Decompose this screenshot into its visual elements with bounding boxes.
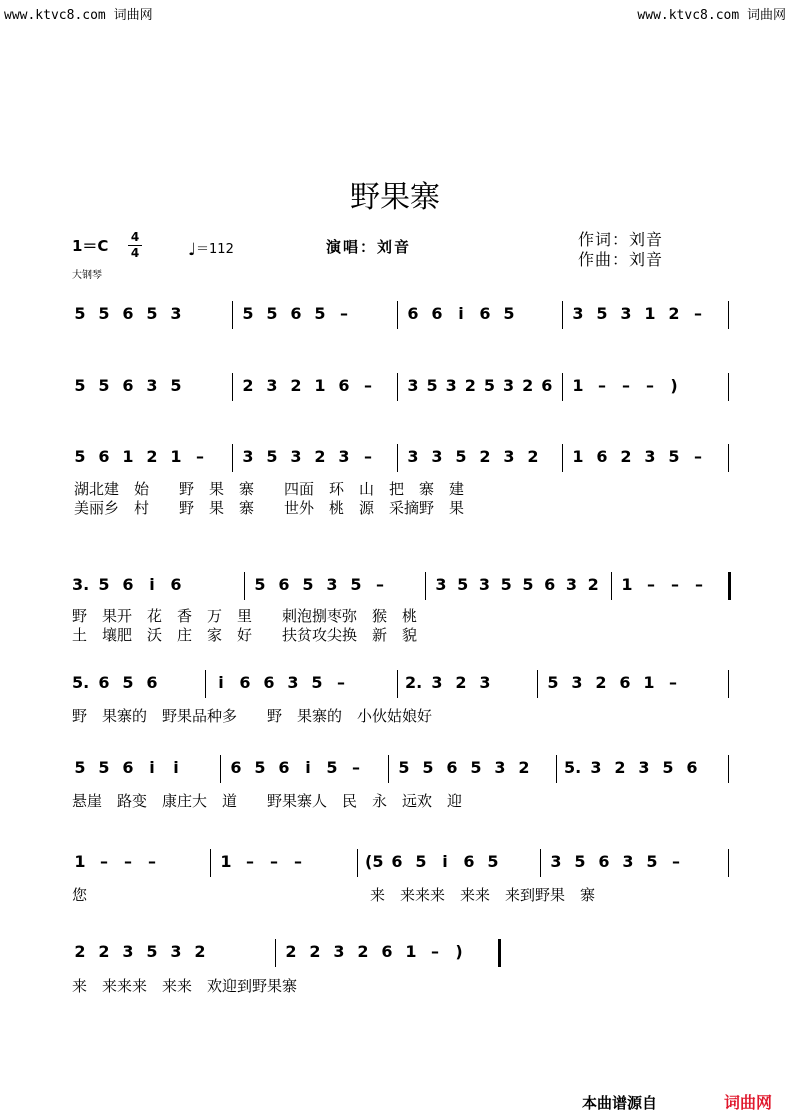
song-title: 野果寨 — [350, 180, 440, 215]
note: 2 — [309, 942, 321, 961]
note: ) — [670, 376, 678, 395]
notation-row — [0, 303, 790, 331]
note: 6 — [446, 758, 458, 777]
note: 3 — [287, 673, 299, 692]
note: 5 — [646, 852, 658, 871]
note: 5 — [398, 758, 410, 777]
note: 6 — [122, 758, 134, 777]
note: 5 — [470, 758, 482, 777]
note: 5 — [314, 304, 326, 323]
bar-line — [728, 849, 729, 877]
note: 2 — [314, 447, 326, 466]
note: – — [694, 304, 702, 323]
note: 3 — [445, 376, 457, 395]
bar-line — [728, 444, 729, 472]
note: 3 — [326, 575, 338, 594]
bar-line — [388, 755, 389, 783]
lyrics-chorus-line3a: 您 — [72, 886, 88, 904]
note: 2 — [620, 447, 632, 466]
note: 2 — [74, 942, 86, 961]
watermark-right: www.ktvc8.com 词曲网 — [637, 8, 786, 23]
note: 3 — [242, 447, 254, 466]
note: – — [364, 447, 372, 466]
footer-brand[interactable]: 词曲网 — [724, 1093, 773, 1112]
note: 5 — [254, 575, 266, 594]
note: 5 — [662, 758, 674, 777]
note: 3 — [622, 852, 634, 871]
lyrics-verse1-line1: 湖北建 始 野 果 寨 四面 环 山 把 寨 建 — [74, 480, 465, 498]
bar-line — [205, 670, 206, 698]
note: 3 — [122, 942, 134, 961]
bar-line — [244, 572, 245, 600]
notation-row — [0, 941, 790, 969]
note: 6 — [544, 575, 556, 594]
note: 6 — [278, 758, 290, 777]
bar-line — [357, 849, 358, 877]
note: 2 — [98, 942, 110, 961]
notation-row — [0, 574, 790, 602]
note: 5 — [487, 852, 499, 871]
note: 5 — [74, 376, 86, 395]
note: 5 — [122, 673, 134, 692]
notation-row — [0, 446, 790, 474]
note: 1 — [170, 447, 182, 466]
note: (5 — [365, 852, 384, 871]
note: 5 — [455, 447, 467, 466]
note: 3 — [572, 304, 584, 323]
bar-line — [562, 373, 563, 401]
note: 5. — [564, 758, 582, 777]
note: 2 — [146, 447, 158, 466]
note: 6 — [263, 673, 275, 692]
note: 2 — [194, 942, 206, 961]
note: 1 — [643, 673, 655, 692]
note: 5 — [98, 758, 110, 777]
note: 5. — [72, 673, 90, 692]
time-signature — [128, 231, 142, 260]
note: 5 — [254, 758, 266, 777]
note: 6 — [431, 304, 443, 323]
instrument-label: 大钢琴 — [72, 270, 102, 281]
bar-line — [728, 572, 731, 600]
note: – — [196, 447, 204, 466]
note: 1 — [644, 304, 656, 323]
note: 3 — [478, 575, 491, 594]
note: – — [294, 852, 302, 871]
note: 5 — [350, 575, 362, 594]
note: 5 — [415, 852, 427, 871]
lyrics-verse1-line2: 野 果开 花 香 万 里 刺泡捌枣弥 猴 桃 — [72, 607, 418, 625]
note: – — [364, 376, 372, 395]
note: 6 — [381, 942, 393, 961]
key-signature: 1＝C — [72, 237, 109, 255]
note: 5 — [483, 376, 496, 395]
note: 3 — [431, 673, 443, 692]
bar-line — [728, 670, 729, 698]
bar-line — [537, 670, 538, 698]
note: 1 — [74, 852, 86, 871]
note: – — [352, 758, 360, 777]
note: 5 — [522, 575, 534, 594]
note: 5 — [266, 447, 278, 466]
meter-bottom: 4 — [130, 246, 140, 260]
note: 6 — [290, 304, 302, 323]
bar-line — [611, 572, 612, 600]
note: – — [431, 942, 439, 961]
note: 5 — [146, 942, 158, 961]
note: 6 — [407, 304, 419, 323]
note: 2 — [522, 376, 534, 395]
note: 6 — [170, 575, 182, 594]
note: – — [337, 673, 345, 692]
tempo-value: ＝112 — [196, 242, 234, 257]
note: 2 — [464, 376, 476, 395]
note: 5 — [266, 304, 278, 323]
note: – — [672, 852, 680, 871]
bar-line — [397, 670, 398, 698]
note: i — [218, 673, 224, 692]
bar-line — [210, 849, 211, 877]
bar-line — [232, 301, 233, 329]
bar-line — [397, 444, 398, 472]
note: 5 — [596, 304, 608, 323]
note: 2 — [455, 673, 467, 692]
note: 2 — [595, 673, 607, 692]
note: 6 — [98, 447, 110, 466]
note: 3 — [290, 447, 302, 466]
note: – — [100, 852, 108, 871]
note: 3 — [407, 447, 419, 466]
note: – — [622, 376, 630, 395]
note: 6 — [463, 852, 475, 871]
note: 5 — [503, 304, 515, 323]
note: 1 — [572, 376, 584, 395]
note: i — [442, 852, 448, 871]
note: 6 — [479, 304, 491, 323]
bar-line — [232, 444, 233, 472]
note: 3 — [431, 447, 443, 466]
watermark-left: www.ktvc8.com 词曲网 — [4, 8, 153, 23]
bar-line — [232, 373, 233, 401]
singer-credit: 演唱：刘音 — [326, 238, 412, 256]
bar-line — [275, 939, 276, 967]
note: 5 — [74, 758, 86, 777]
notation-row — [0, 851, 790, 879]
note: 2 — [357, 942, 369, 961]
lyricist-credit: 作词：刘音 — [578, 230, 664, 249]
note: 2 — [518, 758, 530, 777]
note: 6 — [598, 852, 610, 871]
note: 6 — [230, 758, 242, 777]
bar-line — [562, 444, 563, 472]
note: 1 — [122, 447, 134, 466]
note: 6 — [338, 376, 350, 395]
note: 3 — [571, 673, 583, 692]
note: 5 — [326, 758, 338, 777]
bar-line — [425, 572, 426, 600]
note: – — [647, 575, 655, 594]
note: 5 — [457, 575, 469, 594]
note: 5 — [311, 673, 323, 692]
note: i — [458, 304, 464, 323]
note: 5 — [547, 673, 559, 692]
note: 3 — [644, 447, 656, 466]
note: 5 — [98, 376, 110, 395]
note: 6 — [596, 447, 608, 466]
note: 5 — [74, 304, 86, 323]
note: i — [305, 758, 311, 777]
note: 3 — [550, 852, 562, 871]
note: 2 — [290, 376, 302, 395]
note: – — [671, 575, 679, 594]
note: 3 — [333, 942, 345, 961]
meter-top: 4 — [130, 230, 140, 244]
lyrics-verse2-line1: 美丽乡 村 野 果 寨 世外 桃 源 采摘野 果 — [74, 499, 465, 517]
note: 3 — [266, 376, 278, 395]
note: 1 — [314, 376, 326, 395]
note: 6 — [391, 852, 403, 871]
note: 6 — [239, 673, 251, 692]
note: 3 — [565, 575, 578, 594]
note: 6 — [122, 304, 134, 323]
notation-row — [0, 672, 790, 700]
lyrics-verse2-line2: 土 壤肥 沃 庄 家 好 扶贫攻尖换 新 貌 — [72, 626, 418, 644]
note: 2 — [479, 447, 491, 466]
note: 3 — [435, 575, 447, 594]
note: 5 — [74, 447, 86, 466]
note: 3 — [620, 304, 632, 323]
note: 5 — [98, 575, 110, 594]
note: 3 — [503, 376, 515, 395]
note: 2 — [668, 304, 680, 323]
note: – — [148, 852, 156, 871]
note: 6 — [122, 376, 134, 395]
bar-line — [397, 373, 398, 401]
lyrics-coda: 来 来来来 来来 欢迎到野果寨 — [72, 977, 298, 995]
note: – — [598, 376, 606, 395]
note: 3 — [146, 376, 158, 395]
note: – — [694, 447, 702, 466]
note: 6 — [278, 575, 290, 594]
note: 6 — [146, 673, 158, 692]
note: 5 — [426, 376, 438, 395]
note: 2 — [285, 942, 297, 961]
note: – — [124, 852, 132, 871]
note: – — [646, 376, 654, 395]
notation-row — [0, 375, 790, 403]
tempo-marking — [188, 238, 234, 260]
bar-line — [562, 301, 563, 329]
note: 5 — [422, 758, 434, 777]
note: 3 — [338, 447, 350, 466]
composer-credit: 作曲：刘音 — [578, 250, 664, 269]
bar-line — [397, 301, 398, 329]
note: – — [270, 852, 278, 871]
note: 5 — [170, 376, 182, 395]
note: 2 — [587, 575, 599, 594]
note: 6 — [122, 575, 134, 594]
note: 2 — [527, 447, 539, 466]
bar-line — [498, 939, 501, 967]
note: 1 — [405, 942, 417, 961]
bar-line — [540, 849, 541, 877]
note: – — [376, 575, 384, 594]
note: 3. — [72, 575, 90, 594]
note: 2. — [405, 673, 423, 692]
bar-line — [556, 755, 557, 783]
note: 1 — [621, 575, 633, 594]
note: i — [149, 575, 155, 594]
note: 6 — [686, 758, 698, 777]
note: 6 — [619, 673, 631, 692]
bar-line — [728, 373, 729, 401]
note: 5 — [98, 304, 110, 323]
note: 3 — [503, 447, 515, 466]
note: – — [246, 852, 254, 871]
note: 5 — [668, 447, 680, 466]
note: i — [149, 758, 155, 777]
note: 3 — [170, 304, 182, 323]
note: 2 — [614, 758, 626, 777]
note: 3 — [590, 758, 602, 777]
note: ) — [455, 942, 463, 961]
note: 3 — [407, 376, 419, 395]
note: 5 — [574, 852, 586, 871]
note: 6 — [541, 376, 553, 395]
bar-line — [728, 301, 729, 329]
note: 6 — [98, 673, 110, 692]
bar-line — [220, 755, 221, 783]
note: – — [695, 575, 703, 594]
note: 3 — [494, 758, 506, 777]
note: i — [173, 758, 179, 777]
note: 3 — [170, 942, 182, 961]
lyrics-chorus-line2: 悬崖 路变 康庄大 道 野果寨人 民 永 远欢 迎 — [72, 792, 463, 810]
quarter-note-icon: ♩ — [188, 240, 197, 260]
note: 5 — [242, 304, 254, 323]
note: 1 — [572, 447, 584, 466]
note: 3 — [479, 673, 491, 692]
note: 1 — [220, 852, 232, 871]
note: 3 — [638, 758, 650, 777]
note: 5 — [146, 304, 158, 323]
lyrics-chorus-line1: 野 果寨的 野果品种多 野 果寨的 小伙姑娘好 — [72, 707, 433, 725]
note: 2 — [242, 376, 254, 395]
note: 5 — [500, 575, 512, 594]
note: 5 — [302, 575, 314, 594]
note: – — [340, 304, 348, 323]
footer-source-text: 本曲谱源自 — [582, 1094, 658, 1112]
bar-line — [728, 755, 729, 783]
note: – — [669, 673, 677, 692]
lyrics-chorus-line3b: 来 来来来 来来 来到野果 寨 — [370, 886, 596, 904]
notation-row — [0, 757, 790, 785]
